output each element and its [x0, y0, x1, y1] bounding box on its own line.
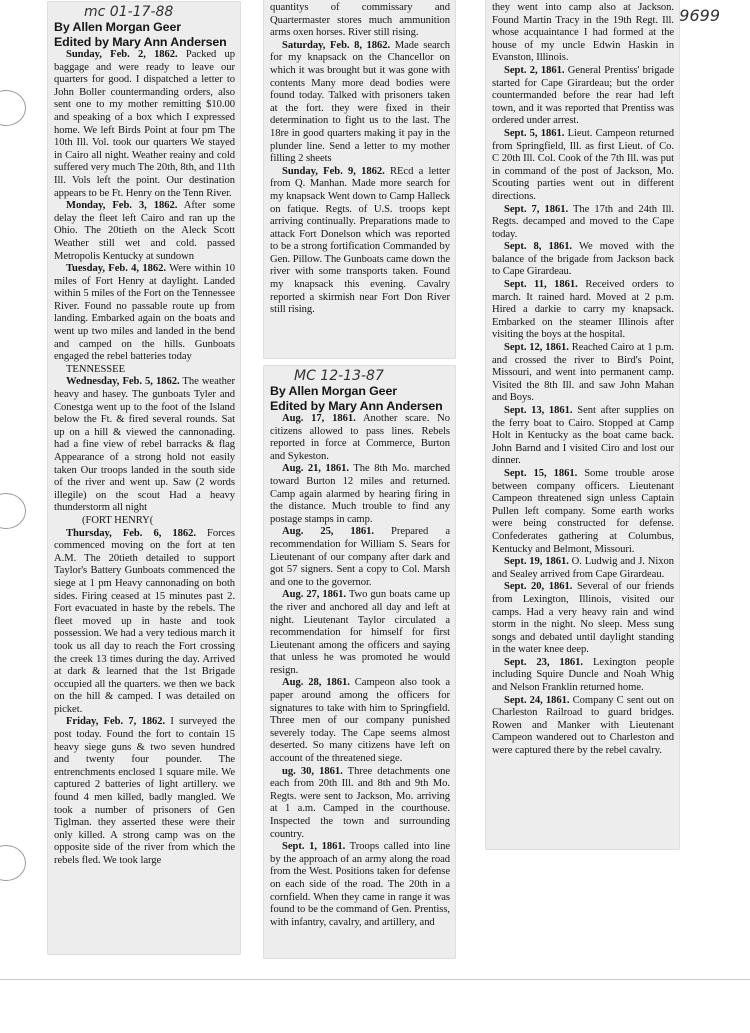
entry-date: Sept. 5, 1861.	[504, 127, 565, 139]
entry-date: Tuesday, Feb. 4, 1862.	[66, 263, 166, 275]
entry-text: Lieut. Campeon returned from Springfield, Ill. as first Lieut. of Co. C 20th Ill. Col. Cook of the 7th Ill. was put in command of the post of Jackson, Mo. Scouting parties went out in different directions.	[492, 127, 674, 202]
byline-author: By Allen Morgan Geer	[270, 384, 397, 398]
entry-date: Saturday, Feb. 8, 1862.	[282, 39, 391, 51]
section-heading: TENNESSEE	[66, 363, 125, 375]
entry-date: Wednesday, Feb. 5, 1862.	[66, 376, 180, 388]
diary-entry	[270, 463, 450, 526]
binder-hole	[0, 90, 26, 126]
entry-text: Several of our friends from Lexington, Illinois, visited our camps. Had a very heavy rain and wind storm in the night. No sleep. Mess sung songs and debated until daylight standing in the water knee deep.	[492, 581, 675, 656]
entry-text: We moved with the balance of the brigade from Jackson back to Cape Girardeau.	[492, 241, 674, 278]
clipping-column-2-bottom	[264, 366, 455, 958]
diary-entry	[54, 200, 235, 263]
entry-date: Aug. 21, 1861.	[282, 463, 350, 475]
entry-text: Forces commenced moving on the fort at ten A.M. The 20tieth detailed to support Taylor's Battery Gunboats commenced the siege at 1 pm Heavy cannonading on both sides. Firing ceased at 15 minutes past 2. Fort evacuated in haste by the rebels. The fleet moved up in haste and took possession. We had a very tedious march it took us all day to reach the Fort crossing the creek 13 times during the day. Arrived at dark & learned that the 1st Brigade occupied all the quarters. we then we back on the hill & camped. I was detailed on picket.	[54, 527, 235, 715]
entry-date: Sept. 20, 1861.	[504, 581, 573, 593]
diary-entry	[270, 526, 450, 589]
entry-date: ug. 30, 1861.	[282, 765, 343, 777]
entry-date: Sept. 15, 1861.	[504, 467, 578, 479]
entry-text: Troops called into line by the approach of an army along the road from the West. Positions taken for defense on each side of the road. The 20th in a cornfield. When they came in range it was found to be the command of Gen. Prentiss, with infantry, cavalry, and artillery, and	[270, 841, 451, 928]
diary-entry	[492, 695, 674, 758]
byline-editor: Edited by Mary Ann Andersen	[270, 398, 443, 413]
diary-entry	[270, 766, 450, 842]
entry-text: Campeon also took a paper around among the officers for signatures to take with him to Springfield. Three men of our company punished severely today. The Cape seems almost deserted. So many citizens have left on account of the threatened siege.	[270, 677, 450, 765]
binder-hole	[0, 493, 26, 529]
divider	[0, 979, 750, 980]
entry-text: Lexington people including Squire Duncle and Noah Whig and Nelson Franklin returned home.	[492, 656, 674, 694]
entry-date: Aug. 17, 1861.	[282, 413, 356, 424]
entry-text: After some delay the fleet left Cairo and ran up the Ohio. The 20tieth on the Aleck Scott Weather still wet and cold. passed Metropolis Kentucky at sundown	[54, 200, 235, 262]
entry-date: Monday, Feb. 3, 1862.	[66, 200, 178, 212]
diary-entry	[270, 413, 450, 463]
diary-entry	[492, 556, 674, 581]
entry-date: Aug. 25, 1861.	[282, 526, 375, 538]
entry-text: The 17th and 24th Ill. Regts. decamped and moved to the Cape today.	[492, 203, 674, 240]
entries	[54, 49, 235, 364]
byline-author: By Allen Morgan Geer	[54, 20, 181, 34]
entry-text: Three detachments one each from 20th Ill. and 8th and 9th Mo. Regts. were sent to Jackson, Mo. arriving at 1 a.m. Camped in the courthouse. Inspected the town and surrounding country.	[270, 765, 450, 840]
entries	[54, 376, 235, 515]
entry-text: Some trouble arose between company officers. Lieutenant Campeon threatened sign unless Captain Pullen left company. Some earth works were being constructed for defense. Confederates gathering at Columbus, Kentucky and Belmont, Missouri.	[492, 467, 674, 555]
entry-text: Prepared a recommendation for William S. Sears for Lieutenant of our company after dark and got 57 signers. Sent a copy to Col. Marsh and one to the governor.	[270, 526, 450, 588]
entry-date: Sept. 12, 1861.	[504, 342, 569, 354]
date-note: mc 01-17-88	[84, 4, 174, 20]
entry-date: Sunday, Feb. 9, 1862.	[282, 165, 385, 177]
entry-text: Company C sent out on Charleston Railroad to guard bridges. Rowen and Manker with Lieutenant Campeon wandered out to Charleston and were captured there by the rebel cavalry.	[492, 694, 674, 757]
entry-date: Sept. 24, 1861.	[504, 694, 570, 706]
diary-entry	[492, 657, 674, 695]
entry-date: Sept. 23, 1861.	[504, 656, 584, 668]
continuation-text: quantitys of commissary and Quartermaster stores much ammunition arms oxen horses. River still rising.	[270, 2, 450, 39]
diary-entry	[270, 841, 450, 929]
entry-text: General Prentiss' brigade started for Cape Girardeau; but the order countermanded before the rear had left town, and it was reported that Prentiss was ordered under arrest.	[492, 64, 674, 127]
continuation-text: they went into camp also at Jackson. Found Martin Tracy in the 19th Regt. Ill. whose acquaintance I had formed at the house of my uncle Edwin Haskin in Evanston, Illinois.	[492, 2, 674, 64]
entry-text: Received orders to march. It rained hard. Moved at 2 p.m. Hired a darkie to carry my knapsack. Embarked on the steamer Illinois after visiting the boys at the hospital.	[492, 279, 675, 341]
diary-entry	[492, 342, 674, 405]
diary-entry	[54, 263, 235, 364]
entry-text: Reached Cairo at 1 p.m. and crossed the river to Bird's Point, Missouri, and went into permanent camp. Visited the 8th Ill. and saw John Mahan and Boys.	[492, 342, 674, 404]
entry-text: REcd a letter from Q. Manhan. Made more search for my knapsack Went down to Camp Halleck on fatique. Regts. of U.S. troops kept arriving continually. Preparations made to attack Fort Donelson which was reported to be a strong fortification Commanded by Gen. Pillow. The Gunboats came down the river with some transports taken. Found my knapsack this evening. Cavalry reported a skirmish near Fort Don River still rising.	[270, 165, 450, 316]
diary-entry	[54, 49, 235, 200]
diary-entry	[492, 279, 674, 342]
entries	[270, 413, 450, 929]
entry-text: The 8th Mo. marched toward Burton 12 miles and returned. Camp again alarmed by hearing firing in the distance. Much trouble to find any postage stamps in camp.	[270, 463, 450, 525]
binder-hole	[0, 845, 26, 881]
entry-text: Sent after supplies on the ferry boat to Cairo. Stopped at Camp Holt in Kentucky as the boat came back. John Barnd and I visited Ciro and lost our dinner.	[492, 405, 674, 467]
diary-entry	[492, 581, 674, 657]
entry-text: Packed up baggage and were ready to leave our quarters for good. I dispatched a letter to John Boller countermanding orders, also sent one to my mother remitting $10.00 and speaking of a box which I expressed home. We left Birds Point at four pm The 10th Ill. Vol. took our quarters We stayed in Cairo all night. Weather reainy and cold suffered very much The 20th, 8th, and 11th Ill. Vols left the point. Our destination appears to be Ft. Henry on the Tenn River.	[54, 49, 235, 199]
entry-text: O. Ludwig and J. Nixon and Sealey arrived from Cape Girardeau.	[492, 556, 674, 580]
clipping-column-2-top	[264, 0, 455, 358]
diary-entry	[492, 128, 674, 204]
entry-date: Sept. 7, 1861.	[504, 203, 569, 215]
diary-entry	[54, 528, 235, 717]
diary-entry	[492, 405, 674, 468]
entry-date: Sunday, Feb. 2, 1862.	[66, 49, 178, 60]
diary-entry	[270, 40, 450, 166]
entry-date: Sept. 2, 1861.	[504, 64, 565, 76]
diary-entry	[492, 204, 674, 242]
entry-text: Two gun boats came up the river and anchored all day and left at night. Lieutenant Taylor circulated a recommendation for himself for first Lieutenant among the officers and saying that unless he was promoted he would resign.	[270, 589, 450, 676]
diary-entry	[492, 468, 674, 556]
entry-date: Friday, Feb. 7, 1862.	[66, 716, 166, 728]
page-number: 9699	[679, 6, 720, 25]
entries	[54, 528, 235, 868]
entries	[492, 65, 674, 758]
diary-entry	[270, 166, 450, 317]
entry-date: Sept. 13, 1861.	[504, 405, 573, 416]
entry-date: Aug. 28, 1861.	[282, 677, 350, 689]
entry-date: Thursday, Feb. 6, 1862.	[66, 527, 196, 539]
entry-text: Were within 10 miles of Fort Henry at daylight. Landed within 5 miles of the Fort on the Tennessee River. Found no passable route up from landing. Embarked again on the boats and went up two miles and landed in the bend and camped on the hills. Gunboats engaged the rebel batteries today	[54, 263, 235, 363]
entry-text: The weather heavy and hasey. The gunboats Tyler and Conestga went up to the foot of the Island below the Ft. & fired several rounds. Sat up on a hill & viewed the cannonading. had a fine view of rebel barracks & flag Appearance of a strong hold not easily taken Our troops landed in the south side of the river and went up. Saw (2 words illegile) on the scout Had a heavy thunderstorm all night	[54, 376, 236, 514]
byline-editor: Edited by Mary Ann Andersen	[54, 34, 227, 49]
diary-entry	[492, 241, 674, 279]
date-note: MC 12-13-87	[294, 368, 384, 384]
entry-date: Sept. 11, 1861.	[504, 279, 578, 291]
entries	[270, 40, 450, 317]
entry-date: Sept. 8, 1861.	[504, 241, 573, 253]
entry-date: Sept. 19, 1861.	[504, 556, 569, 568]
diary-entry	[270, 677, 450, 765]
entry-date: Sept. 1, 1861.	[282, 841, 346, 853]
entry-text: I surveyed the post today. Found the fort to contain 15 heavy siege guns & two seven hundred and twenty four pounder. The entrenchments enclosed 1 square mile. We captured 2 batteries of light artillery. we found 4 men killed, badly mangled. We took a number of prisoners of Gen Tiglman. they asserted these were their only killed. A strong camp was on the opposite side of the river from which the rebels fled. We took large	[54, 716, 235, 866]
section-heading: (FORT HENRY(	[82, 514, 154, 526]
clipping-column-1	[48, 2, 240, 954]
entry-text: Another scare. No citizens allowed to pass lines. Rebels reported in force at Commerce, Burton and Sykeston.	[270, 413, 450, 462]
diary-entry	[492, 65, 674, 128]
clipping-column-3	[486, 0, 679, 849]
entry-date: Aug. 27, 1861.	[282, 589, 347, 601]
entry-text: Made search for my knapsack on the Chancellor on which it was brought but it was gone with contents Many more dead bodies were found today. Talked with prisoners taken at the fort. they were fixed in their determination to fight us to the last. The 18re in good quarters making it pay in the plunder line. Send a letter to my mother filling 2 sheets	[270, 39, 450, 165]
diary-entry	[54, 376, 235, 515]
diary-entry	[54, 716, 235, 867]
diary-entry	[270, 589, 450, 677]
